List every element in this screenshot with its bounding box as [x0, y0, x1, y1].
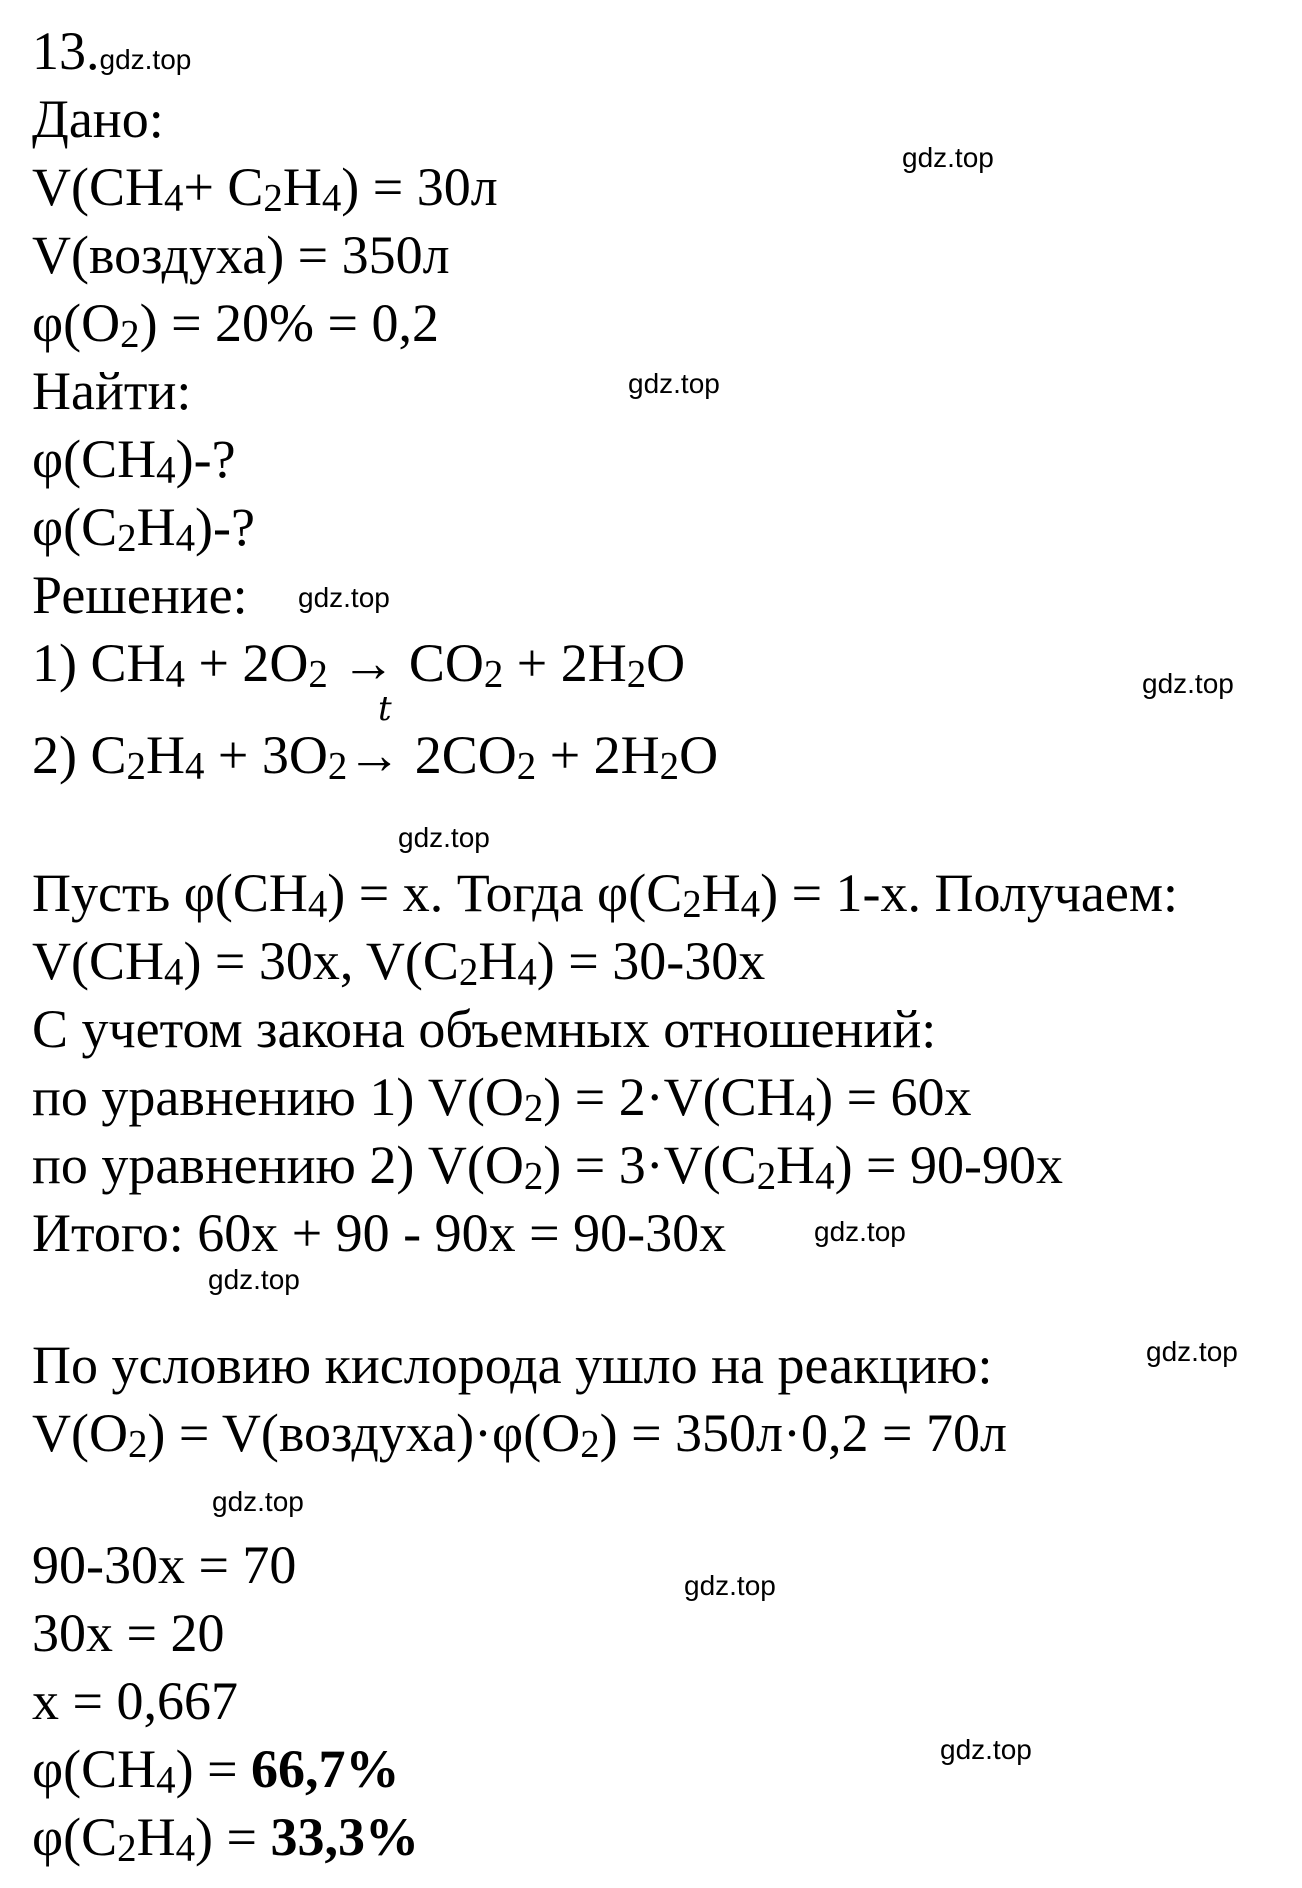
problem-number: 13.gdz.top: [32, 21, 192, 81]
given-line-mixture-volume: $V(CH_4+ C_2H_4) = 30л$: [32, 157, 498, 220]
watermark: gdz.top: [398, 822, 490, 853]
answer-ethylene-value: 33,3%: [270, 1807, 419, 1867]
given-line-air-volume: V(воздуха) = 350л: [32, 225, 450, 285]
reaction-1: 1) $CH_4 + 2O_2 \to CO_2 + 2H_2O$: [32, 633, 686, 696]
answer-methane-value: 66,7%: [251, 1739, 400, 1799]
watermark: gdz.top: [814, 1216, 906, 1247]
watermark: gdz.top: [298, 582, 390, 613]
step-simplified: 30x = 20: [32, 1603, 225, 1663]
arrow-condition-label: t: [378, 689, 392, 729]
find-line-ethylene: $\varphi(C_2H_4)-$?: [32, 497, 255, 560]
condition-statement: По условию кислорода ушло на реакцию:: [32, 1335, 993, 1395]
given-line-oxygen-fraction: $\varphi(O_2) = 20\% = 0,2$: [32, 293, 439, 356]
volumes-expression: $V(CH_4) = 30x$, $V(C_2H_4) = 30-30x$: [32, 931, 766, 994]
watermark: gdz.top: [208, 1264, 300, 1295]
step-equation: 90-30x = 70: [32, 1535, 297, 1595]
find-line-methane: $\varphi(CH_4)-$?: [32, 429, 236, 492]
find-heading: Найти:: [32, 361, 192, 421]
watermark: gdz.top: [212, 1486, 304, 1517]
reaction-2: 2) $C_2H_4 + 3O_2\to 2CO_2 + 2H_2O$: [32, 725, 719, 788]
equation-1-oxygen: по уравнению 1) $V(O_2) = 2\cdot V(CH_4) = 60x$: [32, 1067, 972, 1130]
watermark: gdz.top: [99, 44, 192, 75]
given-heading: Дано:: [32, 89, 164, 149]
step-result: x = 0,667: [32, 1671, 238, 1731]
answer-ethylene: $\varphi(C_2H_4) = 33,3\%$: [32, 1807, 419, 1870]
watermark: gdz.top: [902, 142, 994, 173]
let-statement: Пусть $\varphi(CH_4) = x$. Тогда $\varphi(C_2H_4) = 1-x$. Получаем:: [32, 863, 1179, 926]
oxygen-volume-calc: $V(O_2)$ = $V(воздуха)\cdot\varphi(O_2) = 350л\cdot 0,2 = 70л$: [32, 1403, 1007, 1466]
watermark: gdz.top: [1142, 668, 1234, 699]
equation-2-oxygen: по уравнению 2) $V(O_2) = 3\cdot V(C_2H_4) = 90-90x$: [32, 1135, 1063, 1198]
law-statement: С учетом закона объемных отношений:: [32, 999, 937, 1059]
watermark: gdz.top: [1146, 1336, 1238, 1367]
answer-methane: $\varphi(CH_4) = 66,7\%$: [32, 1739, 400, 1802]
solution-heading: Решение:: [32, 565, 248, 625]
watermark: gdz.top: [684, 1570, 776, 1601]
watermark: gdz.top: [940, 1734, 1032, 1765]
total-expression: Итого: 60x + 90 - 90x = 90-30x: [32, 1203, 727, 1263]
watermark: gdz.top: [628, 368, 720, 399]
